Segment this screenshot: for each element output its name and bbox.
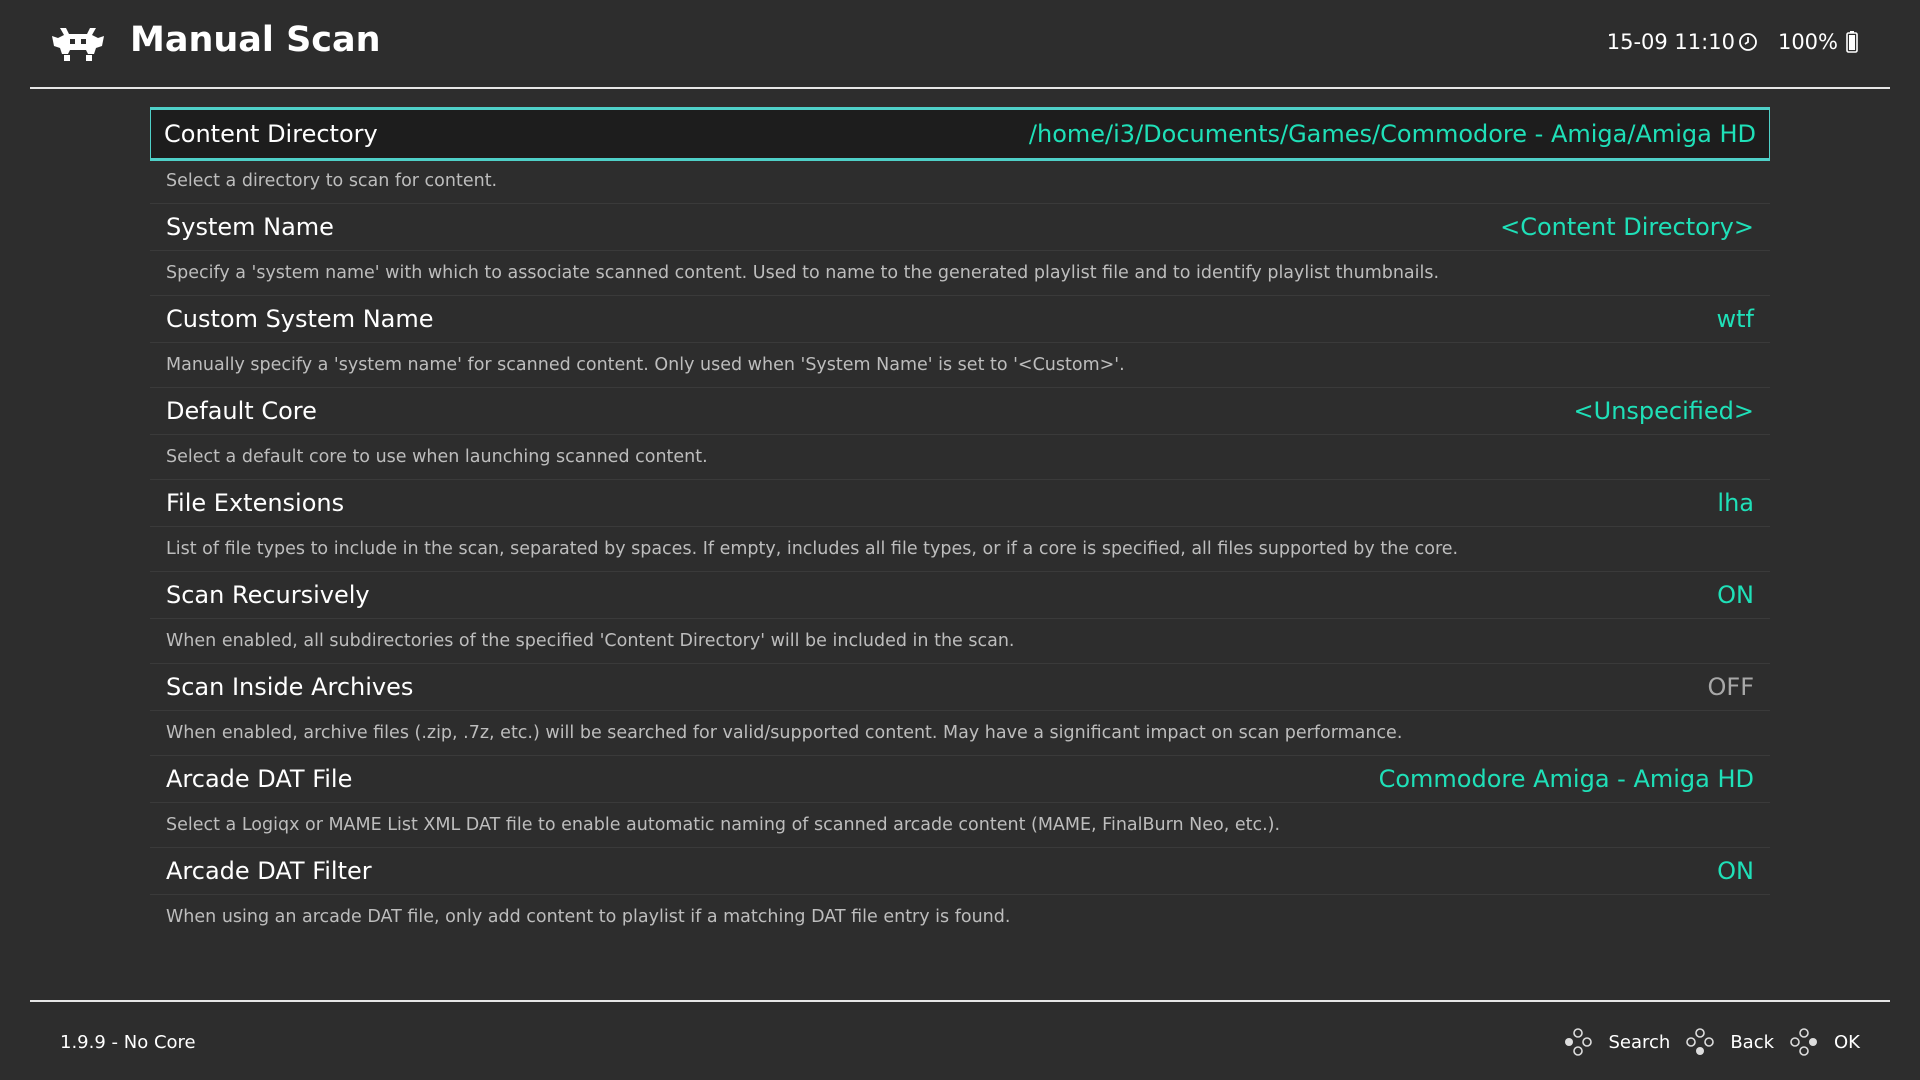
entry-description: When using an arcade DAT file, only add content to playlist if a matching DAT file entry is found. xyxy=(166,907,1011,927)
gamepad-buttons-icon xyxy=(1686,1028,1714,1056)
entry-default-core[interactable] xyxy=(150,387,1770,479)
entry-label: Scan Recursively xyxy=(166,581,370,609)
entry-label: Custom System Name xyxy=(166,305,434,333)
entry-row[interactable] xyxy=(150,755,1770,803)
settings-list[interactable] xyxy=(150,107,1770,999)
footer-actions xyxy=(1548,1028,1860,1056)
header-divider xyxy=(30,87,1890,89)
entry-label: Arcade DAT File xyxy=(166,765,353,793)
entry-custom-system-name[interactable] xyxy=(150,295,1770,387)
battery-icon xyxy=(1846,31,1858,53)
entry-value: /home/i3/Documents/Games/Commodore - Amiga/Amiga HD xyxy=(1028,120,1756,148)
footer xyxy=(0,1002,1920,1080)
entry-scan-inside-archives[interactable] xyxy=(150,663,1770,755)
entry-description: List of file types to include in the scan, separated by spaces. If empty, includes all file types, or if a core is specified, all files supported by the core. xyxy=(166,539,1459,559)
entry-label: File Extensions xyxy=(166,489,345,517)
page-title: Manual Scan xyxy=(130,20,381,60)
entry-description: When enabled, all subdirectories of the specified 'Content Directory' will be included in the scan. xyxy=(166,631,1015,651)
back-action[interactable] xyxy=(1686,1028,1774,1056)
entry-row[interactable] xyxy=(150,107,1770,161)
datetime: 15-09 11:10 xyxy=(1606,30,1735,54)
entry-content-directory[interactable] xyxy=(150,107,1770,203)
entry-description: When enabled, archive files (.zip, .7z, etc.) will be searched for valid/supported content. May have a significant impact on scan performance. xyxy=(166,723,1403,743)
entry-row[interactable] xyxy=(150,571,1770,619)
entry-label: Content Directory xyxy=(164,120,378,148)
toggle-value[interactable]: ON xyxy=(1717,581,1754,609)
status-area xyxy=(1607,30,1858,54)
version-label: 1.9.9 - No Core xyxy=(60,1032,196,1053)
search-action[interactable] xyxy=(1564,1028,1670,1056)
entry-label: Arcade DAT Filter xyxy=(166,857,372,885)
entry-system-name[interactable] xyxy=(150,203,1770,295)
back-label: Back xyxy=(1730,1031,1775,1053)
entry-description: Select a Logiqx or MAME List XML DAT file to enable automatic naming of scanned arcade content (MAME, FinalBurn Neo, etc.). xyxy=(166,815,1281,835)
entry-row[interactable] xyxy=(150,663,1770,711)
entry-arcade-dat-filter[interactable] xyxy=(150,847,1770,939)
entry-label: System Name xyxy=(166,213,334,241)
clock-icon xyxy=(1738,32,1758,52)
entry-label: Default Core xyxy=(166,397,317,425)
entry-row[interactable] xyxy=(150,203,1770,251)
gamepad-buttons-icon xyxy=(1564,1028,1592,1056)
ok-label: OK xyxy=(1834,1031,1860,1053)
entry-value: <Unspecified> xyxy=(1573,397,1754,425)
entry-arcade-dat-file[interactable] xyxy=(150,755,1770,847)
ok-action[interactable] xyxy=(1790,1028,1860,1056)
entry-description: Specify a 'system name' with which to associate scanned content. Used to name to the generated playlist file and to identify playlist thumbnails. xyxy=(166,263,1440,283)
entry-scan-recursively[interactable] xyxy=(150,571,1770,663)
entry-description: Manually specify a 'system name' for scanned content. Only used when 'System Name' is set to '<Custom>'. xyxy=(166,355,1125,375)
battery-level: 100% xyxy=(1777,30,1838,54)
search-label: Search xyxy=(1608,1031,1671,1053)
entry-value: lha xyxy=(1717,489,1754,517)
entry-row[interactable] xyxy=(150,387,1770,435)
entry-label: Scan Inside Archives xyxy=(166,673,414,701)
entry-value: Commodore Amiga - Amiga HD xyxy=(1378,765,1754,793)
entry-value: wtf xyxy=(1716,305,1754,333)
entry-description: Select a directory to scan for content. xyxy=(166,171,498,191)
entry-file-extensions[interactable] xyxy=(150,479,1770,571)
entry-value: <Content Directory> xyxy=(1500,213,1754,241)
header xyxy=(0,0,1920,88)
gamepad-buttons-icon xyxy=(1790,1028,1818,1056)
toggle-value[interactable]: OFF xyxy=(1707,673,1754,701)
entry-row[interactable] xyxy=(150,847,1770,895)
toggle-value[interactable]: ON xyxy=(1717,857,1754,885)
entry-row[interactable] xyxy=(150,295,1770,343)
entry-description: Select a default core to use when launching scanned content. xyxy=(166,447,708,467)
entry-row[interactable] xyxy=(150,479,1770,527)
retroarch-logo-icon xyxy=(50,24,106,64)
